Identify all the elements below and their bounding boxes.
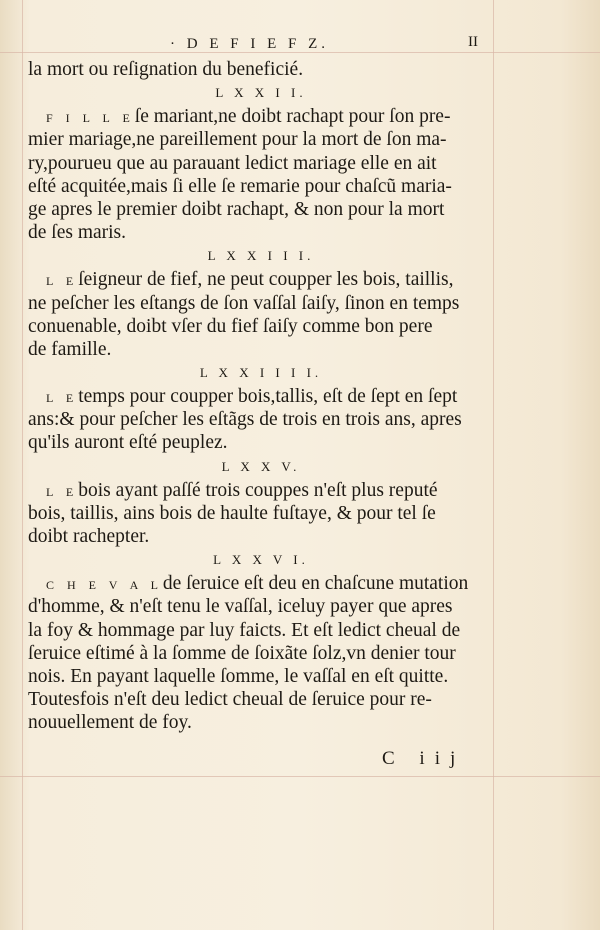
text-line: conuenable, doibt vſer du fief ſaiſy comme bon pere bbox=[28, 315, 433, 337]
text-line: ſeruice eſtimé à la ſomme de ſoixãte ſolz,vn denier tour bbox=[28, 642, 456, 664]
text-line: Toutesfois n'eſt deu ledict cheual de ſeruice pour re- bbox=[28, 689, 432, 711]
article-heading: L X X I I I. bbox=[207, 248, 315, 264]
text-line: de famille. bbox=[28, 338, 112, 360]
signature-mark: C iij bbox=[382, 748, 466, 769]
text-line: F I L L Eſe mariant,ne doibt rachapt pour ſon pre- bbox=[28, 105, 486, 128]
page-header bbox=[0, 34, 600, 58]
article-74 bbox=[28, 361, 486, 455]
folio-number: II bbox=[468, 34, 478, 50]
text-line: de ſes maris. bbox=[28, 222, 127, 244]
text-line: d'homme, & n'eſt tenu le vaſſal, iceluy payer que apres bbox=[28, 596, 453, 618]
body-text bbox=[28, 58, 486, 735]
article-heading: L X X V I. bbox=[213, 552, 309, 568]
initial-word: F I L L E bbox=[46, 111, 135, 126]
margin-rule-left bbox=[22, 0, 23, 930]
text-line: L Ebois ayant paſſé trois couppes n'eſt plus reputé bbox=[28, 479, 486, 502]
text-line: la foy & hommage par luy faicts. Et eſt ledict cheual de bbox=[28, 619, 461, 641]
initial-word: C H E V A L bbox=[46, 578, 163, 593]
text-line: L Eſeigneur de fief, ne peut coupper les bois, taillis, bbox=[28, 268, 486, 291]
text-line: bois, taillis, ains bois de haulte fuſtaye, & pour tel ſe bbox=[28, 502, 436, 524]
text-line: eſté acquitée,mais ſi elle ſe remarie pour chaſcũ maria- bbox=[28, 175, 452, 197]
text-line: ge apres le premier doibt rachapt, & non pour la mort bbox=[28, 198, 445, 220]
text-line: C H E V A Lde ſeruice eſt deu en chaſcune mutation bbox=[28, 572, 486, 595]
text-line: ry,pourueu que au parauant ledict mariage elle en ait bbox=[28, 152, 437, 174]
text-line: ans:& pour peſcher les eſtãgs de trois en trois ans, apres bbox=[28, 409, 462, 431]
text-line: L Etemps pour coupper bois,tallis, eſt de ſept en ſept bbox=[28, 385, 486, 408]
initial-word: L E bbox=[46, 484, 79, 499]
margin-rule-bottom bbox=[0, 776, 600, 777]
initial-word: L E bbox=[46, 274, 79, 289]
article-72 bbox=[28, 81, 486, 244]
intro-line: la mort ou reſignation du beneficié. bbox=[28, 59, 304, 80]
article-heading: L X X V. bbox=[221, 458, 301, 474]
initial-word: L E bbox=[46, 391, 79, 406]
article-heading: L X X I I I I. bbox=[199, 365, 323, 381]
article-76 bbox=[28, 548, 486, 734]
text-line: nois. En payant laquelle ſomme, le vaſſal en eſt quitte. bbox=[28, 665, 449, 687]
article-heading: L X X I I. bbox=[215, 85, 307, 101]
article-75 bbox=[28, 455, 486, 549]
text-line: mier mariage,ne pareillement pour la mort de ſon ma- bbox=[28, 129, 447, 151]
text-line: ne peſcher les eſtangs de ſon vaſſal ſaiſy, ſinon en temps bbox=[28, 292, 460, 314]
margin-rule-right bbox=[493, 0, 494, 930]
text-line: doibt rachepter. bbox=[28, 526, 150, 547]
text-line: nouuellement de foy. bbox=[28, 712, 192, 734]
running-title: · D E F I E F Z. bbox=[170, 36, 329, 52]
text-line: qu'ils auront eſté peuplez. bbox=[28, 432, 228, 454]
article-73 bbox=[28, 244, 486, 361]
